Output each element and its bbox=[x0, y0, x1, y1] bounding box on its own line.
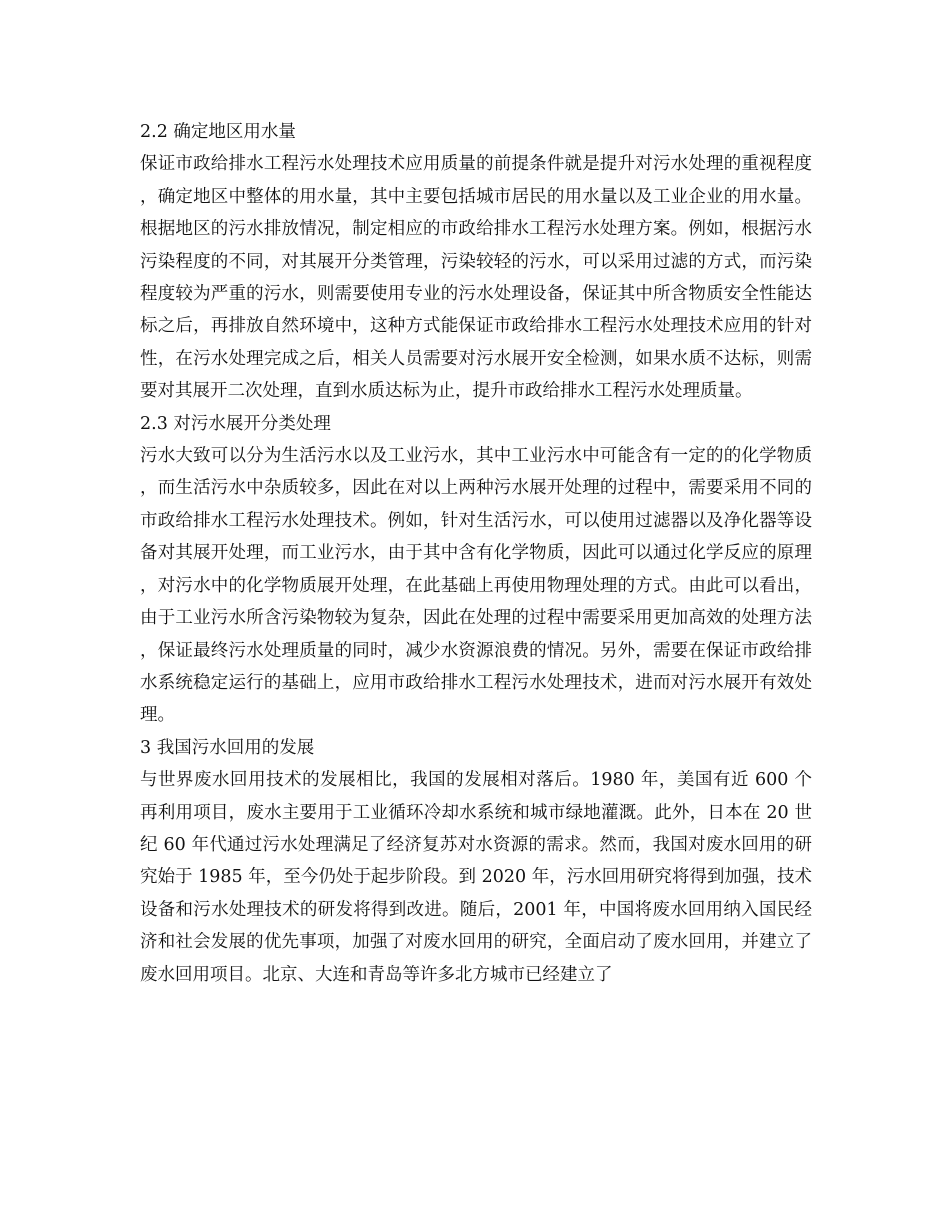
section-heading-2-2: 2.2 确定地区用水量 bbox=[140, 122, 296, 142]
section-heading-3: 3 我国污水回用的发展 bbox=[140, 737, 315, 758]
section-paragraph-2-3: 污水大致可以分为生活污水以及工业污水，其中工业污水中可能含有一定的的化学物质，而生活污水中杂质较多，因此在对以上两种污水展开处理的过程中，需要采用不同的市政给排水工程污水处理技术。例如，针对生活污水，可以使用过滤器以及净化器等设备对其展开处理，而工业污水，由于其中含有化学物质，因此可以通过化学反应的原理，对污水中的化学物质展开处理，在此基础上再使用物理处理的方式。由此可以看出，由于工业污水所含污染物较为复杂，因此在处理的过程中需要采用更加高效的处理方法，保证最终污水处理质量的同时，减少水资源浪费的情况。另外，需要在保证市政给排水系统稳定运行的基础上，应用市政给排水工程污水处理技术，进而对污水展开有效处理。 bbox=[140, 446, 812, 726]
section-heading-2-3: 2.3 对污水展开分类处理 bbox=[140, 413, 331, 434]
section-paragraph-3: 与世界废水回用技术的发展相比，我国的发展相对落后。1980 年，美国有近 600 个再利用项目，废水主要用于工业循环冷却水系统和城市绿地灌溉。此外，日本在 20 世纪 60 年代通过污水处理满足了经济复苏对水资源的需求。然而，我国对废水回用的研究始于 1985 年，至今仍处于起步阶段。到 2020 年，污水回用研究将得到加强，技术设备和污水处理技术的研发将得到改进。随后，2001 年，中国将废水回用纳入国民经济和社会发展的优先事项，加强了对废水回用的研究，全面启动了废水回用，并建立了废水回用项目。北京、大连和青岛等许多北方城市已经建立了 bbox=[140, 770, 812, 985]
section-paragraph-2-2: 保证市政给排水工程污水处理技术应用质量的前提条件就是提升对污水处理的重视程度，确定地区中整体的用水量，其中主要包括城市居民的用水量以及工业企业的用水量。根据地区的污水排放情况，制定相应的市政给排水工程污水处理方案。例如，根据污水污染程度的不同，对其展开分类管理，污染较轻的污水，可以采用过滤的方式，而污染程度较为严重的污水，则需要使用专业的污水处理设备，保证其中所含物质安全性能达标之后，再排放自然环境中，这种方式能保证市政给排水工程污水处理技术应用的针对性，在污水处理完成之后，相关人员需要对污水展开安全检测，如果水质不达标，则需要对其展开二次处理，直到水质达标为止，提升市政给排水工程污水处理质量。 bbox=[140, 154, 812, 402]
document-body bbox=[140, 116, 812, 991]
